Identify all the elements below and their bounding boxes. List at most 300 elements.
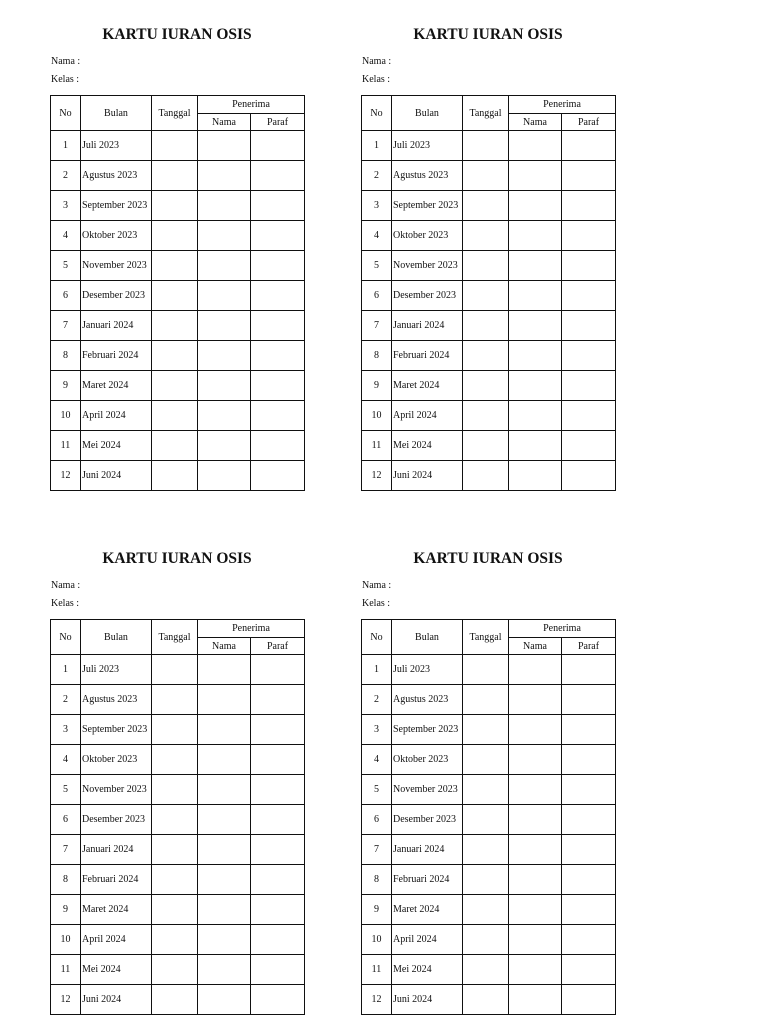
- row-paraf: [251, 371, 305, 401]
- row-bulan: Februari 2024: [392, 865, 463, 895]
- row-paraf: [251, 341, 305, 371]
- row-tanggal: [152, 431, 198, 461]
- table-row: [362, 805, 616, 835]
- row-nama: [509, 835, 562, 865]
- header-paraf: Paraf: [562, 638, 616, 655]
- row-no: 5: [362, 775, 392, 805]
- row-paraf: [562, 985, 616, 1015]
- row-tanggal: [463, 431, 509, 461]
- row-paraf: [562, 715, 616, 745]
- row-no: 2: [362, 161, 392, 191]
- row-no: 9: [51, 371, 81, 401]
- row-tanggal: [463, 715, 509, 745]
- row-nama: [509, 805, 562, 835]
- row-tanggal: [463, 685, 509, 715]
- table-row: [51, 685, 305, 715]
- row-bulan: Maret 2024: [81, 371, 152, 401]
- row-nama: [198, 925, 251, 955]
- row-nama: [198, 131, 251, 161]
- row-bulan: Maret 2024: [392, 895, 463, 925]
- row-paraf: [562, 131, 616, 161]
- row-bulan: November 2023: [392, 251, 463, 281]
- row-bulan: Agustus 2023: [81, 685, 152, 715]
- table-row: [362, 461, 616, 491]
- row-nama: [509, 925, 562, 955]
- table-row: [362, 161, 616, 191]
- row-bulan: Mei 2024: [392, 955, 463, 985]
- row-no: 12: [51, 461, 81, 491]
- table-row: [362, 955, 616, 985]
- row-nama: [509, 191, 562, 221]
- row-bulan: September 2023: [392, 191, 463, 221]
- row-paraf: [251, 925, 305, 955]
- row-nama: [198, 835, 251, 865]
- table-row: [362, 985, 616, 1015]
- row-no: 3: [51, 191, 81, 221]
- table-row: [362, 835, 616, 865]
- row-paraf: [251, 131, 305, 161]
- row-nama: [198, 715, 251, 745]
- row-paraf: [251, 775, 305, 805]
- row-tanggal: [152, 685, 198, 715]
- row-paraf: [251, 865, 305, 895]
- kelas-label: Kelas :: [51, 598, 80, 609]
- row-nama: [509, 341, 562, 371]
- header-tanggal: Tanggal: [152, 96, 198, 131]
- table-row: [362, 895, 616, 925]
- row-no: 7: [362, 835, 392, 865]
- table-row: [362, 865, 616, 895]
- row-no: 3: [362, 715, 392, 745]
- row-nama: [509, 131, 562, 161]
- table-row: [51, 401, 305, 431]
- row-nama: [198, 745, 251, 775]
- row-nama: [509, 715, 562, 745]
- iuran-table: [361, 95, 616, 491]
- row-bulan: Januari 2024: [81, 835, 152, 865]
- row-tanggal: [152, 745, 198, 775]
- kelas-label: Kelas :: [51, 74, 80, 85]
- row-tanggal: [463, 745, 509, 775]
- header-nama: Nama: [509, 114, 562, 131]
- card-title: KARTU IURAN OSIS: [102, 26, 252, 43]
- row-no: 4: [362, 745, 392, 775]
- row-bulan: Januari 2024: [392, 311, 463, 341]
- table-row: [362, 745, 616, 775]
- row-no: 4: [51, 745, 81, 775]
- row-nama: [509, 655, 562, 685]
- row-paraf: [251, 281, 305, 311]
- row-nama: [198, 161, 251, 191]
- row-tanggal: [463, 835, 509, 865]
- card-title: KARTU IURAN OSIS: [413, 550, 563, 567]
- row-bulan: Juli 2023: [81, 655, 152, 685]
- row-nama: [509, 745, 562, 775]
- row-nama: [198, 401, 251, 431]
- row-tanggal: [463, 281, 509, 311]
- row-tanggal: [463, 805, 509, 835]
- row-bulan: April 2024: [392, 401, 463, 431]
- row-bulan: Maret 2024: [392, 371, 463, 401]
- row-tanggal: [152, 925, 198, 955]
- row-bulan: September 2023: [81, 191, 152, 221]
- table-row: [51, 745, 305, 775]
- row-no: 12: [362, 985, 392, 1015]
- header-penerima: Penerima: [509, 620, 616, 638]
- header-nama: Nama: [198, 114, 251, 131]
- row-paraf: [251, 895, 305, 925]
- table-row: [362, 221, 616, 251]
- row-bulan: November 2023: [392, 775, 463, 805]
- row-nama: [509, 161, 562, 191]
- row-no: 4: [362, 221, 392, 251]
- header-bulan: Bulan: [81, 96, 152, 131]
- row-bulan: Mei 2024: [81, 955, 152, 985]
- card-title: KARTU IURAN OSIS: [413, 26, 563, 43]
- table-row: [362, 431, 616, 461]
- nama-label: Nama :: [51, 580, 81, 591]
- table-row: [51, 655, 305, 685]
- row-no: 9: [362, 371, 392, 401]
- row-bulan: Oktober 2023: [392, 221, 463, 251]
- row-paraf: [251, 311, 305, 341]
- row-no: 2: [51, 161, 81, 191]
- row-bulan: Juli 2023: [392, 655, 463, 685]
- row-no: 3: [51, 715, 81, 745]
- table-row: [51, 835, 305, 865]
- row-tanggal: [463, 895, 509, 925]
- row-paraf: [562, 311, 616, 341]
- row-no: 8: [51, 341, 81, 371]
- row-paraf: [251, 431, 305, 461]
- table-row: [362, 191, 616, 221]
- row-no: 10: [51, 925, 81, 955]
- header-bulan: Bulan: [392, 96, 463, 131]
- nama-label: Nama :: [362, 580, 392, 591]
- row-bulan: Januari 2024: [392, 835, 463, 865]
- row-tanggal: [152, 895, 198, 925]
- row-nama: [198, 865, 251, 895]
- row-tanggal: [152, 805, 198, 835]
- row-tanggal: [152, 461, 198, 491]
- table-row: [362, 655, 616, 685]
- row-bulan: Oktober 2023: [81, 221, 152, 251]
- row-bulan: April 2024: [81, 925, 152, 955]
- row-bulan: September 2023: [392, 715, 463, 745]
- row-tanggal: [152, 341, 198, 371]
- row-bulan: September 2023: [81, 715, 152, 745]
- row-tanggal: [463, 341, 509, 371]
- row-paraf: [251, 251, 305, 281]
- row-no: 9: [362, 895, 392, 925]
- row-nama: [198, 341, 251, 371]
- row-paraf: [562, 835, 616, 865]
- row-nama: [198, 685, 251, 715]
- row-bulan: Oktober 2023: [81, 745, 152, 775]
- row-tanggal: [463, 161, 509, 191]
- table-row: [51, 371, 305, 401]
- header-paraf: Paraf: [251, 114, 305, 131]
- table-row: [51, 895, 305, 925]
- row-no: 8: [362, 341, 392, 371]
- header-tanggal: Tanggal: [463, 96, 509, 131]
- row-bulan: Desember 2023: [81, 281, 152, 311]
- row-paraf: [562, 251, 616, 281]
- row-paraf: [562, 341, 616, 371]
- row-bulan: Februari 2024: [81, 865, 152, 895]
- header-no: No: [51, 620, 81, 655]
- row-nama: [509, 461, 562, 491]
- row-paraf: [562, 401, 616, 431]
- row-no: 8: [362, 865, 392, 895]
- row-bulan: Agustus 2023: [81, 161, 152, 191]
- row-tanggal: [463, 191, 509, 221]
- row-nama: [509, 895, 562, 925]
- row-paraf: [562, 925, 616, 955]
- row-paraf: [251, 161, 305, 191]
- table-row: [51, 775, 305, 805]
- row-tanggal: [152, 835, 198, 865]
- row-nama: [198, 985, 251, 1015]
- row-paraf: [562, 685, 616, 715]
- row-nama: [509, 865, 562, 895]
- row-tanggal: [152, 985, 198, 1015]
- row-paraf: [251, 191, 305, 221]
- row-bulan: Juli 2023: [81, 131, 152, 161]
- row-nama: [198, 461, 251, 491]
- table-row: [51, 161, 305, 191]
- row-tanggal: [152, 251, 198, 281]
- table-row: [51, 955, 305, 985]
- row-tanggal: [463, 985, 509, 1015]
- row-bulan: Mei 2024: [81, 431, 152, 461]
- row-no: 5: [362, 251, 392, 281]
- nama-label: Nama :: [51, 56, 81, 67]
- table-row: [362, 251, 616, 281]
- row-paraf: [562, 161, 616, 191]
- row-paraf: [251, 221, 305, 251]
- kelas-label: Kelas :: [362, 74, 391, 85]
- header-paraf: Paraf: [562, 114, 616, 131]
- row-tanggal: [463, 311, 509, 341]
- header-nama: Nama: [198, 638, 251, 655]
- table-row: [362, 131, 616, 161]
- row-nama: [198, 775, 251, 805]
- row-bulan: Desember 2023: [392, 281, 463, 311]
- table-row: [51, 191, 305, 221]
- row-no: 6: [51, 281, 81, 311]
- row-no: 7: [51, 311, 81, 341]
- row-nama: [509, 431, 562, 461]
- row-paraf: [562, 191, 616, 221]
- row-nama: [198, 191, 251, 221]
- table-row: [51, 431, 305, 461]
- nama-label: Nama :: [362, 56, 392, 67]
- row-tanggal: [152, 401, 198, 431]
- table-row: [51, 715, 305, 745]
- table-row: [362, 341, 616, 371]
- row-no: 1: [362, 655, 392, 685]
- row-tanggal: [152, 221, 198, 251]
- row-paraf: [562, 371, 616, 401]
- header-no: No: [362, 620, 392, 655]
- table-row: [362, 925, 616, 955]
- table-row: [362, 281, 616, 311]
- row-tanggal: [463, 221, 509, 251]
- row-bulan: April 2024: [392, 925, 463, 955]
- row-nama: [509, 955, 562, 985]
- row-no: 7: [51, 835, 81, 865]
- row-bulan: Maret 2024: [81, 895, 152, 925]
- row-bulan: Agustus 2023: [392, 161, 463, 191]
- header-no: No: [362, 96, 392, 131]
- table-row: [362, 401, 616, 431]
- row-nama: [509, 985, 562, 1015]
- row-nama: [198, 221, 251, 251]
- row-no: 6: [51, 805, 81, 835]
- iuran-table: [50, 95, 305, 491]
- row-nama: [198, 251, 251, 281]
- table-row: [51, 311, 305, 341]
- table-row: [51, 985, 305, 1015]
- row-bulan: Desember 2023: [81, 805, 152, 835]
- row-bulan: Februari 2024: [392, 341, 463, 371]
- row-no: 2: [362, 685, 392, 715]
- row-no: 7: [362, 311, 392, 341]
- row-tanggal: [463, 775, 509, 805]
- table-row: [51, 131, 305, 161]
- row-tanggal: [152, 281, 198, 311]
- row-no: 11: [51, 431, 81, 461]
- header-penerima: Penerima: [509, 96, 616, 114]
- row-bulan: Agustus 2023: [392, 685, 463, 715]
- row-no: 1: [51, 655, 81, 685]
- table-row: [362, 311, 616, 341]
- row-tanggal: [152, 311, 198, 341]
- row-paraf: [251, 401, 305, 431]
- table-row: [362, 715, 616, 745]
- table-row: [362, 371, 616, 401]
- row-nama: [509, 371, 562, 401]
- row-bulan: Juni 2024: [81, 461, 152, 491]
- row-no: 11: [362, 431, 392, 461]
- header-bulan: Bulan: [392, 620, 463, 655]
- row-bulan: November 2023: [81, 775, 152, 805]
- row-nama: [509, 251, 562, 281]
- table-row: [51, 865, 305, 895]
- row-no: 6: [362, 805, 392, 835]
- row-paraf: [562, 805, 616, 835]
- row-nama: [198, 955, 251, 985]
- header-tanggal: Tanggal: [463, 620, 509, 655]
- row-no: 4: [51, 221, 81, 251]
- row-paraf: [251, 745, 305, 775]
- row-no: 9: [51, 895, 81, 925]
- row-bulan: April 2024: [81, 401, 152, 431]
- row-tanggal: [463, 955, 509, 985]
- row-no: 10: [51, 401, 81, 431]
- row-nama: [509, 221, 562, 251]
- row-no: 5: [51, 251, 81, 281]
- row-paraf: [562, 461, 616, 491]
- row-no: 1: [362, 131, 392, 161]
- row-nama: [509, 281, 562, 311]
- row-no: 10: [362, 925, 392, 955]
- row-nama: [509, 775, 562, 805]
- header-nama: Nama: [509, 638, 562, 655]
- header-penerima: Penerima: [198, 620, 305, 638]
- header-no: No: [51, 96, 81, 131]
- row-no: 2: [51, 685, 81, 715]
- table-row: [51, 251, 305, 281]
- row-paraf: [562, 221, 616, 251]
- row-bulan: Desember 2023: [392, 805, 463, 835]
- row-paraf: [251, 955, 305, 985]
- row-bulan: Oktober 2023: [392, 745, 463, 775]
- row-nama: [198, 431, 251, 461]
- table-row: [51, 461, 305, 491]
- table-row: [51, 925, 305, 955]
- row-no: 1: [51, 131, 81, 161]
- row-tanggal: [152, 655, 198, 685]
- row-bulan: Juni 2024: [392, 985, 463, 1015]
- row-nama: [198, 655, 251, 685]
- row-paraf: [251, 835, 305, 865]
- row-paraf: [251, 655, 305, 685]
- row-paraf: [562, 955, 616, 985]
- row-nama: [198, 281, 251, 311]
- row-nama: [509, 401, 562, 431]
- row-tanggal: [152, 161, 198, 191]
- row-paraf: [562, 655, 616, 685]
- kelas-label: Kelas :: [362, 598, 391, 609]
- row-bulan: Juli 2023: [392, 131, 463, 161]
- table-row: [51, 281, 305, 311]
- row-no: 5: [51, 775, 81, 805]
- row-paraf: [562, 281, 616, 311]
- row-tanggal: [152, 131, 198, 161]
- row-tanggal: [463, 251, 509, 281]
- row-paraf: [562, 775, 616, 805]
- row-bulan: Mei 2024: [392, 431, 463, 461]
- row-paraf: [251, 805, 305, 835]
- header-paraf: Paraf: [251, 638, 305, 655]
- row-tanggal: [152, 775, 198, 805]
- row-no: 12: [362, 461, 392, 491]
- row-tanggal: [152, 955, 198, 985]
- row-tanggal: [152, 715, 198, 745]
- row-tanggal: [463, 401, 509, 431]
- row-no: 6: [362, 281, 392, 311]
- row-bulan: Februari 2024: [81, 341, 152, 371]
- table-row: [362, 685, 616, 715]
- iuran-table: [50, 619, 305, 1015]
- row-nama: [198, 895, 251, 925]
- table-row: [51, 221, 305, 251]
- row-bulan: November 2023: [81, 251, 152, 281]
- row-paraf: [562, 745, 616, 775]
- row-no: 10: [362, 401, 392, 431]
- row-tanggal: [152, 865, 198, 895]
- row-paraf: [251, 985, 305, 1015]
- row-tanggal: [463, 371, 509, 401]
- row-nama: [198, 371, 251, 401]
- row-no: 12: [51, 985, 81, 1015]
- row-no: 3: [362, 191, 392, 221]
- row-nama: [509, 685, 562, 715]
- row-nama: [509, 311, 562, 341]
- row-paraf: [562, 895, 616, 925]
